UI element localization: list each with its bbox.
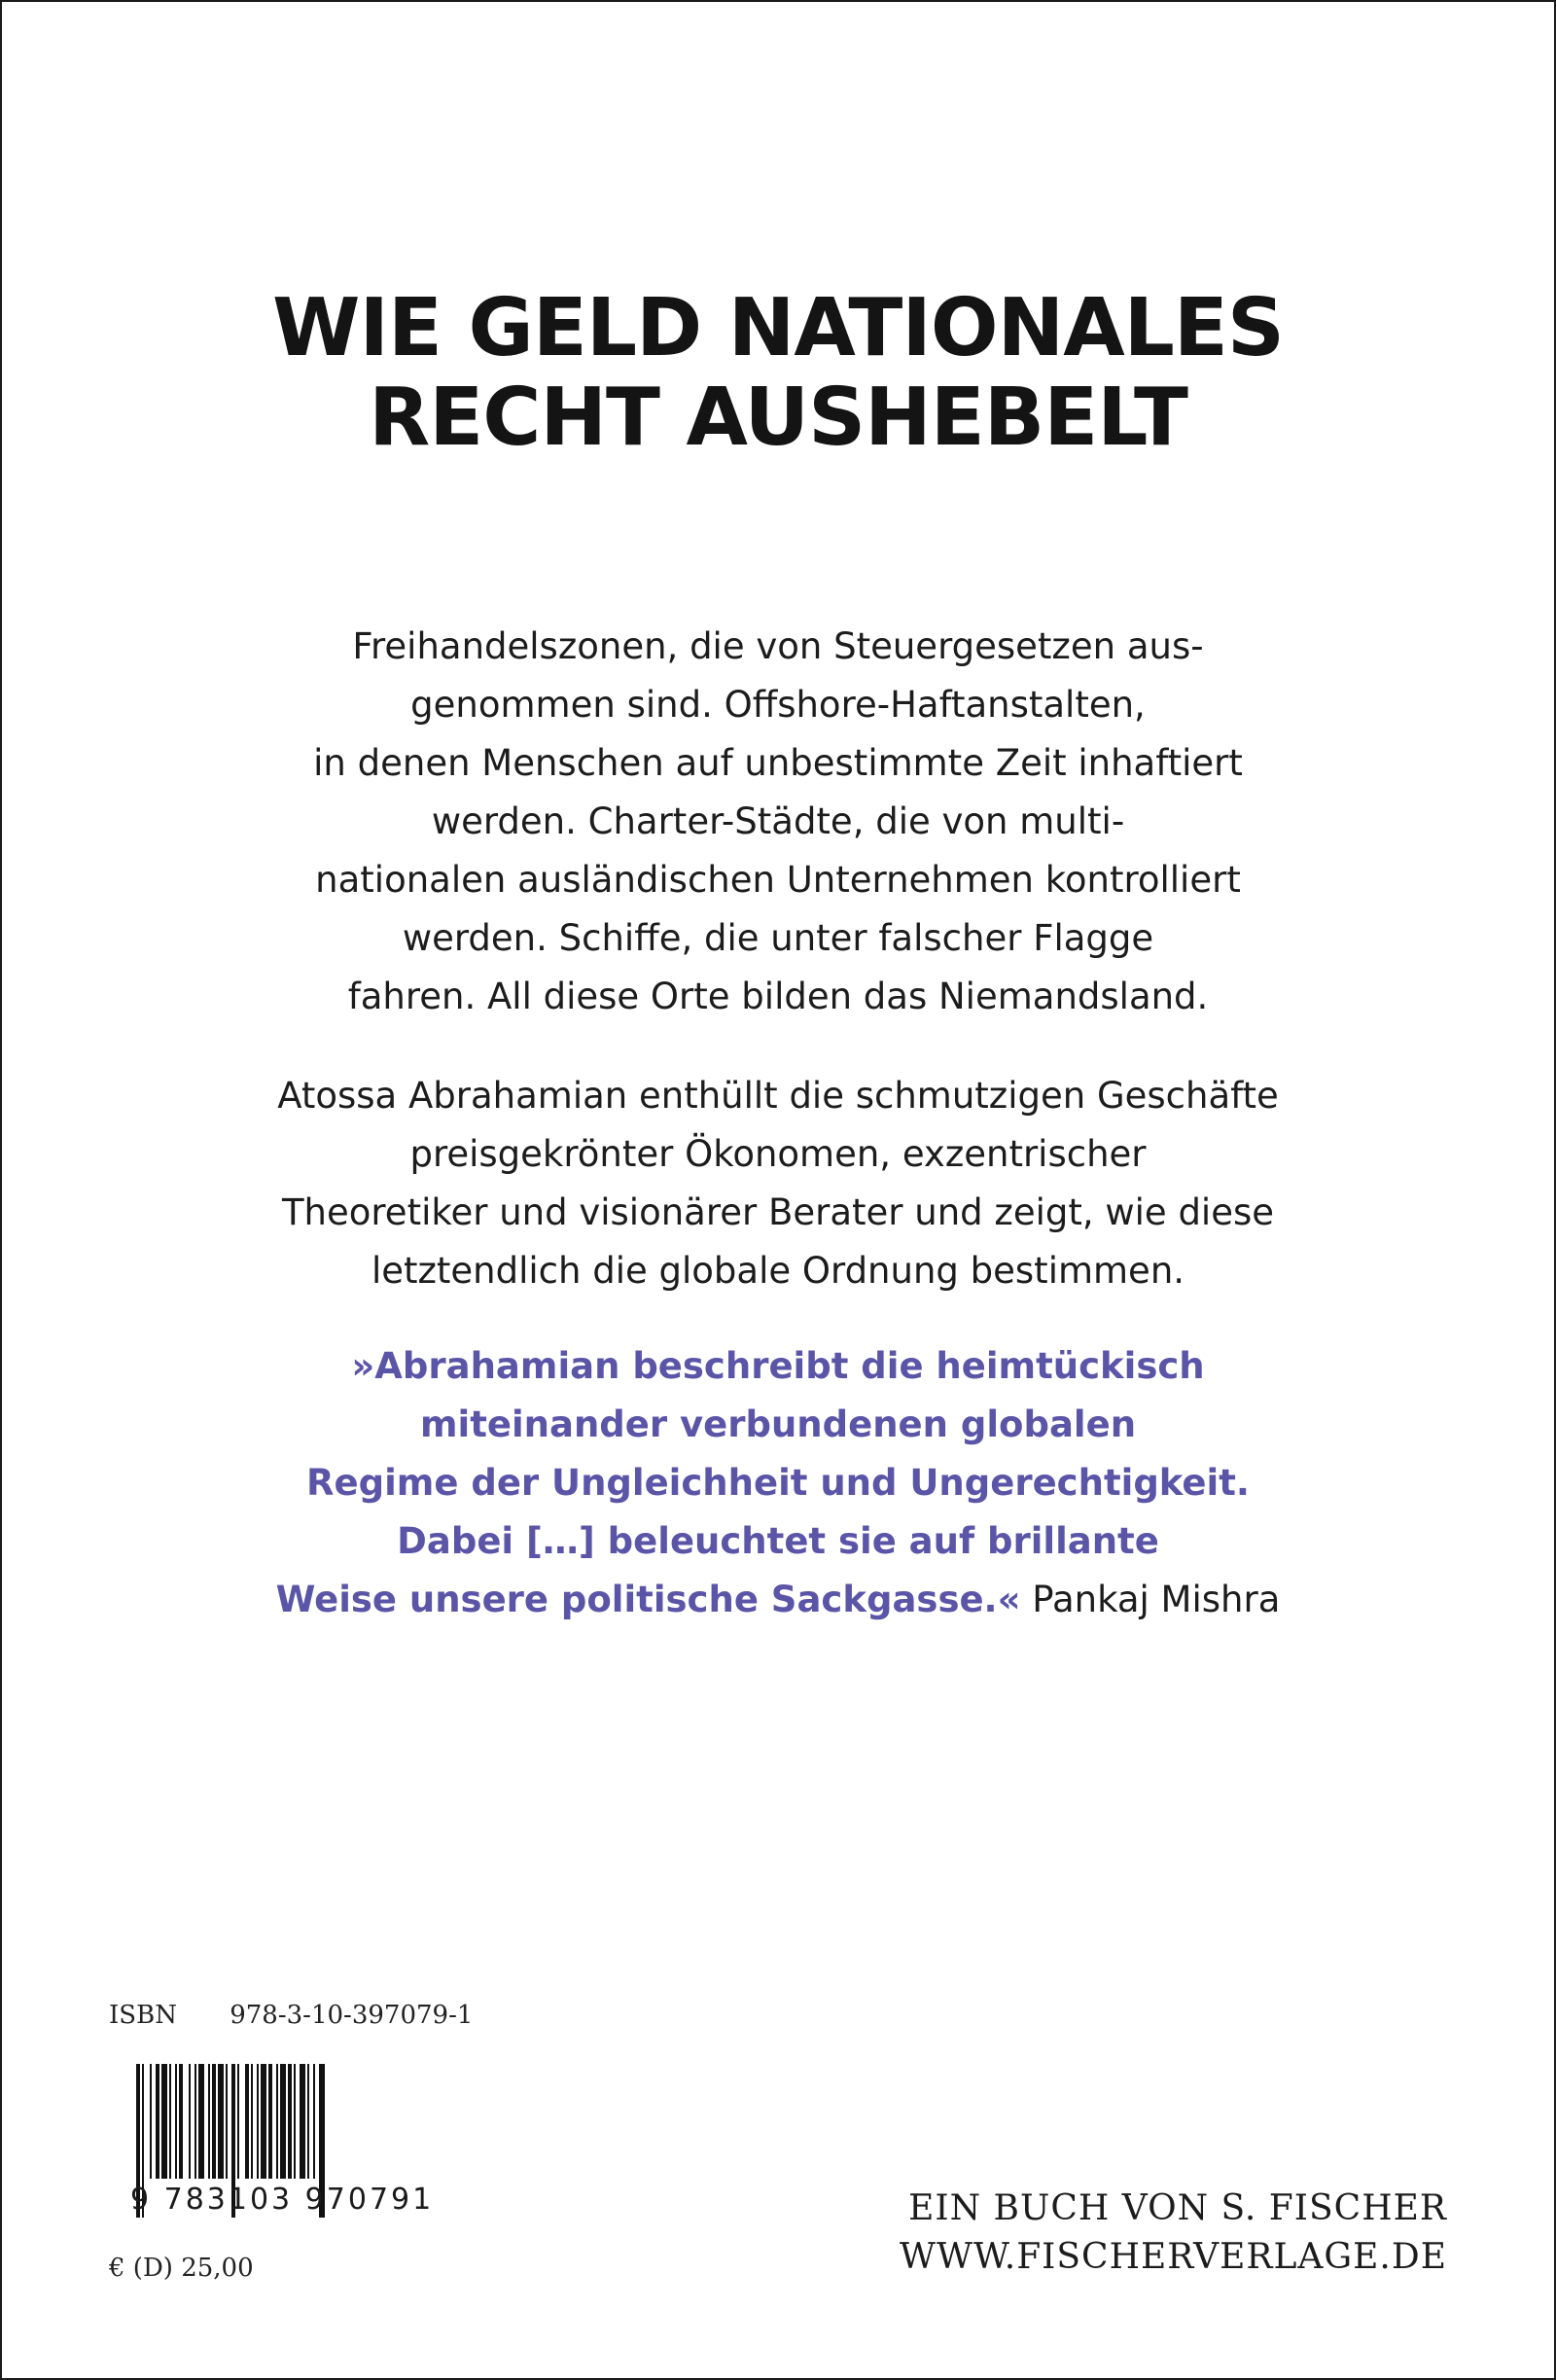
barcode-bar (300, 2064, 305, 2179)
barcode-digits: 9 783103 970791 (130, 2183, 435, 2217)
barcode-bar (276, 2064, 278, 2179)
barcode-bar (294, 2064, 296, 2179)
isbn-label: ISBN (109, 2001, 177, 2030)
barcode-bar (189, 2064, 191, 2179)
isbn-number: 978-3-10-397079-1 (230, 2001, 474, 2030)
publisher-name: EIN BUCH VON S. FISCHER (908, 2188, 1447, 2228)
publisher-info (900, 2185, 1447, 2282)
barcode-bar (150, 2064, 152, 2179)
blurb-line: letztendlich die globale Ordnung bestimmen. (371, 1250, 1185, 1292)
blurb-line: in denen Menschen auf unbestimmte Zeit inhaftiert (313, 742, 1243, 784)
quote-author: Pankaj Mishra (1032, 1579, 1281, 1620)
barcode-bar (198, 2064, 204, 2179)
quote-line: Regime der Ungleichheit und Ungerechtigkeit. (306, 1462, 1250, 1504)
barcode-bar (237, 2064, 239, 2179)
barcode-bar (194, 2064, 196, 2179)
isbn-row (109, 2001, 473, 2030)
quote-line: »Abrahamian beschreibt die heimtückisch (351, 1345, 1205, 1387)
blurb-line: Freihandelszonen, die von Steuergesetzen aus- (352, 625, 1204, 667)
headline-line-1: WIE GELD NATIONALES (272, 282, 1284, 374)
blurb-line: nationalen ausländischen Unternehmen kontrolliert (315, 859, 1241, 901)
barcode-bar (245, 2064, 249, 2179)
blurb-line: Atossa Abrahamian enthüllt die schmutzigen Geschäfte (277, 1075, 1279, 1117)
barcode-bar (268, 2064, 272, 2179)
headline (2, 284, 1554, 463)
barcode-bar (307, 2064, 309, 2179)
blurb-paragraph-2 (2, 1067, 1554, 1300)
barcode-bar (251, 2064, 253, 2179)
publisher-website: WWW.FISCHERVERLAGE.DE (900, 2237, 1447, 2277)
barcode-bar (161, 2064, 167, 2179)
barcode-bar (280, 2064, 286, 2179)
barcode-bar (313, 2064, 315, 2179)
blurb-line: fahren. All diese Orte bilden das Niemandsland. (347, 976, 1209, 1017)
barcode-bar (218, 2064, 224, 2179)
review-quote (2, 1337, 1554, 1629)
quote-last-line (2, 1571, 1554, 1629)
barcode-bar (226, 2064, 228, 2179)
barcode-bar (261, 2064, 266, 2179)
quote-line: Weise unsere politische Sackgasse.« (275, 1579, 1021, 1620)
headline-line-2: RECHT AUSHEBELT (369, 372, 1187, 464)
barcode-bar (288, 2064, 292, 2179)
barcode-bar (175, 2064, 177, 2179)
blurb-line: preisgekrönter Ökonomen, exzentrischer (409, 1133, 1147, 1175)
barcode-bar (156, 2064, 159, 2179)
barcode-bar (212, 2064, 216, 2179)
barcode-bar (169, 2064, 171, 2179)
blurb-paragraph-1 (2, 618, 1554, 1026)
barcode-bar (257, 2064, 259, 2179)
blurb-line: genommen sind. Offshore-Haftanstalten, (410, 684, 1146, 726)
blurb-line: werden. Charter-Städte, die von multi- (431, 800, 1125, 842)
barcode-bar (208, 2064, 210, 2179)
price: € (D) 25,00 (109, 2254, 254, 2283)
barcode-bar (179, 2064, 183, 2179)
quote-line: miteinander verbundenen globalen (419, 1403, 1137, 1445)
quote-line: Dabei […] beleuchtet sie auf brillante (397, 1520, 1159, 1562)
blurb-line: Theoretiker und visionärer Berater und zeigt, wie diese (281, 1191, 1275, 1233)
blurb-line: werden. Schiffe, die unter falscher Flagge (402, 917, 1154, 959)
